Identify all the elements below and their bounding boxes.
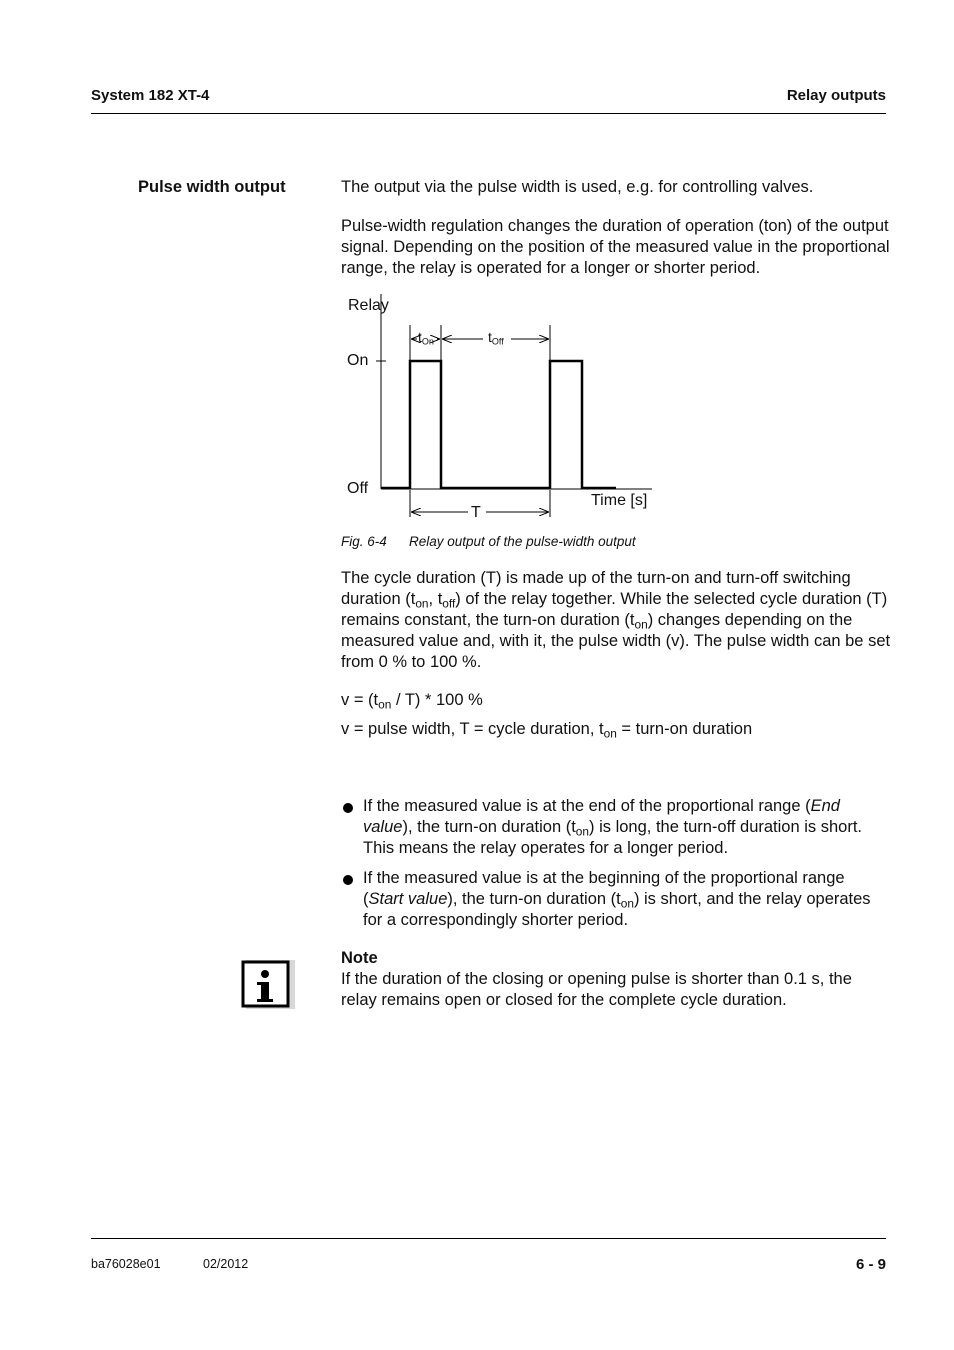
page-number: 6 - 9 xyxy=(855,1256,886,1273)
figure-number: Fig. 6-4 xyxy=(341,534,387,549)
diagram-on-label: On xyxy=(347,352,369,369)
diagram-off-label: Off xyxy=(347,480,369,497)
note-title: Note xyxy=(341,949,378,967)
section-side-title: Pulse width output xyxy=(138,178,286,196)
formula-legend: v = pulse width, T = cycle duration, $t_{on}$ = turn-on duration xyxy=(341,720,753,741)
cycle-paragraph: The cycle duration (T) is made up of the turn-on and turn-off switching duration ($t_{on}$, $t_{off}$) of the relay together. While the selected cycle duration (T) remains constant, the turn-on duration $(t_{on})$ changes depending on the measured value and, with it, the pulse width (v). The pulse width can be set from 0 % to 100 %. xyxy=(341,569,891,671)
footer-rule xyxy=(91,1238,886,1239)
diagram-x-label: Time [s] xyxy=(591,492,648,509)
bullet-dot xyxy=(343,803,353,813)
diagram-t-off-label: $t_{Off}$ xyxy=(488,329,504,347)
intro-paragraph: The output via the pulse width is used, e.g. for controlling valves. xyxy=(341,178,814,196)
footer-doc-id: ba76028e01 xyxy=(91,1257,161,1271)
header-rule xyxy=(91,113,886,114)
bullet-dot xyxy=(343,875,353,885)
header-chapter-title: Relay outputs xyxy=(786,87,886,104)
info-icon-svg xyxy=(239,955,295,1009)
figure-caption: Relay output of the pulse-width output xyxy=(409,534,636,549)
pulse-waveform xyxy=(381,361,616,488)
diagram-t-on-label: $t_{On}$ xyxy=(418,329,434,347)
diagram-t-label: T xyxy=(471,504,481,521)
footer-date: 02/2012 xyxy=(203,1257,249,1271)
bullet-end-value: If the measured value is at the end of the proportional range (End value), the turn-on duration $(t_{on})$ is long, the turn-off duration is short. This means the relay operates for a longer period. xyxy=(341,796,889,859)
pwm-paragraph: Pulse-width regulation changes the duration of operation (ton) of the output signal. Depending on the position of the measured value in the proportional range, the relay is operated for a longer or shorter period. xyxy=(341,217,890,277)
pulse-width-diagram xyxy=(340,292,670,527)
diagram-y-label: Relay xyxy=(348,297,389,314)
bullet-start-value: If the measured value is at the beginning of the proportional range (Start value), the turn-on duration $(t_{on})$ is short, and the relay operates for a correspondingly shorter period. xyxy=(341,868,889,931)
note-text: If the duration of the closing or opening pulse is shorter than 0.1 s, the relay remains open or closed for the complete cycle duration. xyxy=(341,970,852,1009)
header-doc-title: System 182 XT-4 xyxy=(91,87,210,104)
formula-line: $v = (t_{on} / T) * 100$ % xyxy=(341,691,483,712)
info-icon xyxy=(239,955,295,1009)
